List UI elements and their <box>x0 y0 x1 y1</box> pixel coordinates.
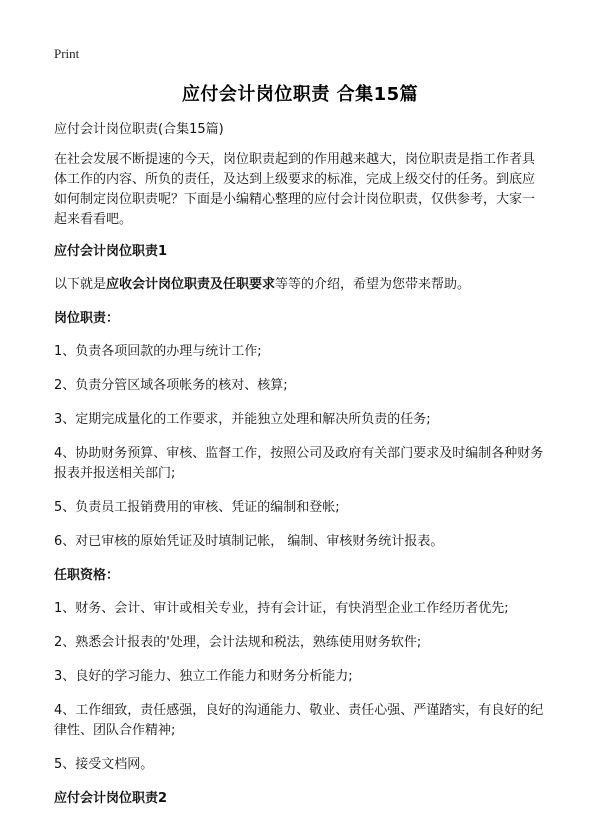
section-heading-1: 应付会计岗位职责1 <box>54 244 168 259</box>
document-subtitle: 应付会计岗位职责(合集15篇) <box>54 122 224 137</box>
requirement-item: 2、熟悉会计报表的'处理，会计法规和税法，熟练使用财务软件; <box>54 635 422 650</box>
requirements-heading: 任职资格： <box>54 568 120 583</box>
duty-item: 3、定期完成量化的工作要求，并能独立处理和解决所负责的任务; <box>54 412 431 427</box>
lead-text-pre: 以下就是 <box>54 277 107 292</box>
requirement-item: 3、良好的学习能力、独立工作能力和财务分析能力; <box>54 669 353 684</box>
duty-item: 1、负责各项回款的办理与统计工作; <box>54 344 262 359</box>
duty-item: 5、负责员工报销费用的审核、凭证的编制和登帐; <box>54 500 340 515</box>
document-body <box>54 120 546 822</box>
print-label: Print <box>54 46 80 61</box>
duty-item: 2、负责分管区域各项帐务的核对、核算; <box>54 378 288 393</box>
lead-text-post: 等等的介绍，希望为您带来帮助。 <box>275 277 471 292</box>
section-1-lead <box>54 275 546 295</box>
section-heading-2: 应付会计岗位职责2 <box>54 791 168 806</box>
duty-item: 6、对已审核的原始凭证及时填制记帐， 编制、审核财务统计报表。 <box>54 534 444 549</box>
duty-item: 4、协助财务预算、审核、监督工作，按照公司及政府有关部门要求及时编制各种财务报表并报送相关部门; <box>54 446 544 481</box>
intro-paragraph: 在社会发展不断提速的今天，岗位职责起到的作用越来越大，岗位职责是指工作者具体工作的内容、所负的责任，及达到上级要求的标准，完成上级交付的任务。到底应如何制定岗位职责呢？下面是小编精心整理的应付会计岗位职责，仅供参考，大家一起来看看吧。 <box>54 152 536 227</box>
duties-heading: 岗位职责： <box>54 311 120 326</box>
requirement-item: 5、接受文档网。 <box>54 757 154 772</box>
requirement-item: 4、工作细致，责任感强，良好的沟通能力、敬业、责任心强、严谨踏实，有良好的纪律性、团队合作精神; <box>54 703 544 738</box>
page-title: 应付会计岗位职责 合集15篇 <box>181 84 419 105</box>
lead-text-bold: 应收会计岗位职责及任职要求 <box>106 277 276 292</box>
requirement-item: 1、财务、会计、审计或相关专业，持有会计证，有快消型企业工作经历者优先; <box>54 601 509 616</box>
